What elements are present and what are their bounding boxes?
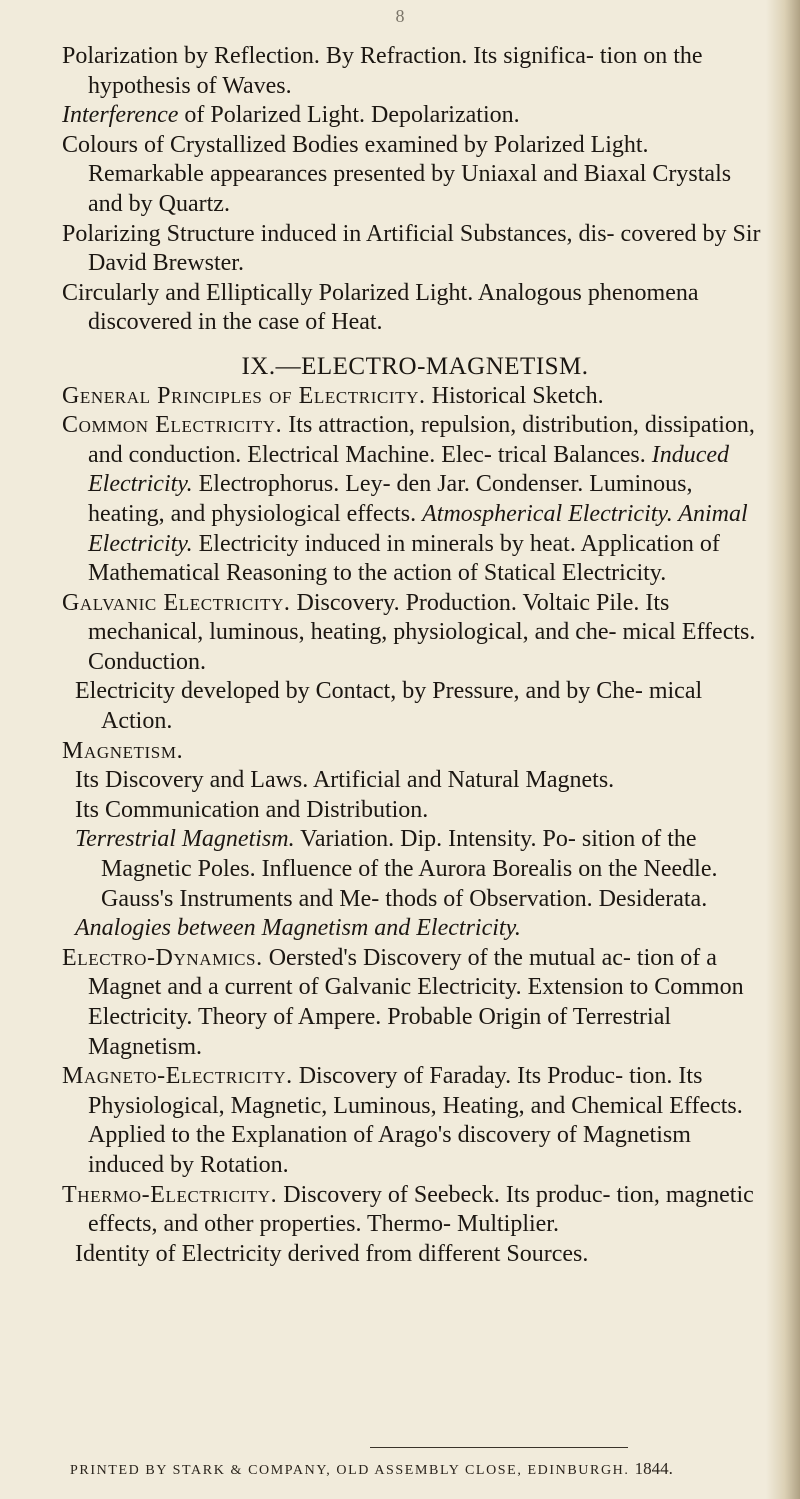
page-body: [62, 42, 768, 1269]
paragraph: [62, 737, 768, 767]
paragraph: [62, 382, 768, 412]
topic-heading: Common Electricity.: [62, 412, 283, 439]
text-run: Identity of Electricity derived from different Sources.: [75, 1240, 589, 1267]
text-run: of Polarized Light. Depolarization.: [178, 102, 520, 129]
text-run: Discovery of Faraday. Its Produc- tion. Its Physiological, Magnetic, Luminous, Heating, and Chemical Effects. Applied to the Explanation of Arago's discovery of Magnetism induced by Rotation.: [88, 1063, 743, 1178]
text-run: Its attraction, repulsion, distribution, dissipation, and conduction. Electrical Machine. Elec- trical Balances.: [88, 412, 755, 468]
paragraph: [62, 220, 768, 279]
paragraph: [62, 131, 768, 220]
paragraph: [62, 1062, 768, 1180]
section-heading: [62, 352, 768, 382]
text-run: Discovery of Seebeck. Its produc- tion, magnetic effects, and other properties. Thermo- Multiplier.: [88, 1181, 754, 1238]
italic-term: Induced Electricity.: [88, 441, 730, 498]
paragraph: [75, 796, 768, 826]
topic-heading: Electro-Dynamics.: [62, 944, 263, 971]
text-run: Polarization by Reflection. By Refraction. Its significa- tion on the hypothesis of Waves.: [62, 43, 703, 99]
paragraph: [75, 677, 768, 736]
text-run: Historical Sketch.: [425, 382, 604, 409]
text-run: Its Discovery and Laws. Artificial and Natural Magnets.: [75, 767, 615, 794]
text-run: Discovery. Production. Voltaic Pile. Its mechanical, luminous, heating, physiological, and che- mical Effects. Conduction.: [88, 589, 756, 675]
imprint-year: 1844.: [634, 1459, 673, 1478]
italic-term: Terrestrial Magnetism.: [75, 826, 295, 853]
paragraph: [62, 101, 768, 131]
text-run: Electrophorus. Ley- den Jar. Condenser. Luminous, heating, and physiological effects.: [88, 471, 693, 527]
paragraph: [75, 914, 768, 944]
paragraph: [75, 1240, 768, 1270]
text-run: Polarizing Structure induced in Artificial Substances, dis- covered by Sir David Brewster.: [62, 220, 761, 277]
page-number: 8: [395, 6, 405, 26]
paragraph: [75, 766, 768, 796]
paragraph: [62, 1181, 768, 1240]
italic-term: Interference: [62, 102, 179, 129]
paragraph: [62, 279, 768, 338]
text-run: Electricity induced in minerals by heat. Application of Mathematical Reasoning to the action of Statical Electricity.: [88, 530, 720, 587]
paragraph: [62, 411, 768, 589]
page-edge-shadow: [766, 0, 800, 1499]
paragraph: [75, 825, 768, 914]
text-run: Colours of Crystallized Bodies examined by Polarized Light. Remarkable appearances presented by Uniaxal and Biaxal Crystals and by Quartz.: [62, 131, 732, 217]
imprint-text: PRINTED BY STARK & COMPANY, OLD ASSEMBLY CLOSE, EDINBURGH.: [70, 1463, 630, 1478]
topic-heading: Magnetism.: [62, 737, 184, 764]
topic-heading: Magneto-Electricity.: [62, 1063, 293, 1090]
text-run: IX.—ELECTRO-MAGNETISM.: [241, 352, 589, 380]
text-run: Circularly and Elliptically Polarized Light. Analogous phenomena discovered in the case of Heat.: [62, 279, 699, 336]
italic-term: Analogies between Magnetism and Electricity.: [75, 915, 521, 942]
paragraph: [62, 944, 768, 1062]
printer-imprint: [70, 1459, 750, 1479]
paragraph: [62, 42, 768, 101]
text-run: Its Communication and Distribution.: [75, 796, 429, 823]
text-run: Variation. Dip. Intensity. Po- sition of the Magnetic Poles. Influence of the Aurora Borealis on the Needle. Gauss's Instruments and Me- thods of Observation. Desiderata.: [101, 826, 718, 912]
topic-heading: General Principles of Electricity.: [62, 382, 426, 409]
text-run: Electricity developed by Contact, by Pressure, and by Che- mical Action.: [75, 678, 703, 735]
topic-heading: Galvanic Electricity.: [62, 589, 291, 616]
topic-heading: Thermo-Electricity.: [62, 1181, 278, 1208]
paragraph: [62, 589, 768, 678]
italic-term: Atmospherical Electricity. Animal Electricity.: [88, 500, 748, 557]
text-run: Oersted's Discovery of the mutual ac- tion of a Magnet and a current of Galvanic Electricity. Extension to Common Electricity. Theory of Ampere. Probable Origin of Terrestrial Magnetism.: [88, 944, 744, 1060]
footer-rule: [370, 1447, 628, 1448]
